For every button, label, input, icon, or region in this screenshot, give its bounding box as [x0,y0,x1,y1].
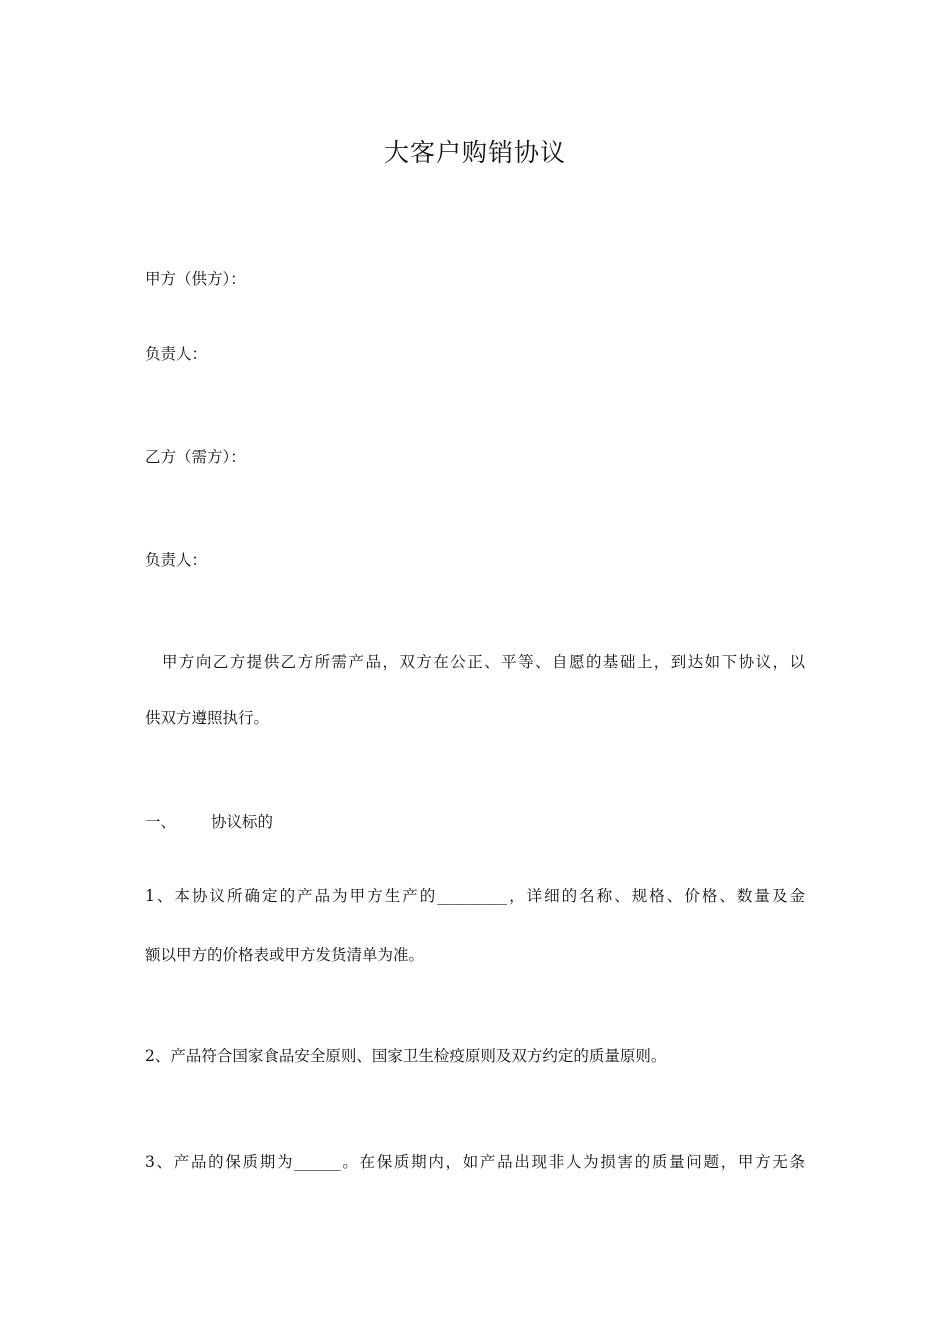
clause-2: 2、产品符合国家食品安全原则、国家卫生检疫原则及双方约定的质量原则。 [145,1047,667,1065]
section-1-title: 协议标的 [211,813,274,831]
party-a-label: 甲方（供方）： [145,270,246,288]
document-title: 大客户购销协议 [383,138,566,167]
clause-1-line-2: 额以甲方的价格表或甲方发货清单为准。 [145,946,425,964]
party-a-representative-label: 负责人： [145,345,208,363]
intro-paragraph-line-2: 供双方遵照执行。 [145,709,270,727]
intro-paragraph-line-1: 甲方向乙方提供乙方所需产品，双方在公正、平等、自愿的基础上，到达如下协议，以 [145,653,805,671]
party-b-label: 乙方（需方）： [145,448,246,466]
party-b-representative-label: 负责人： [145,551,208,569]
clause-1-line-1: 1、本协议所确定的产品为甲方生产的_________，详细的名称、规格、价格、数量及金 [145,887,805,905]
section-1-heading [145,811,273,833]
clause-3-line-1: 3、产品的保质期为______。在保质期内，如产品出现非人为损害的质量问题，甲方无条 [145,1153,805,1171]
section-1-number: 一、 [145,813,177,831]
